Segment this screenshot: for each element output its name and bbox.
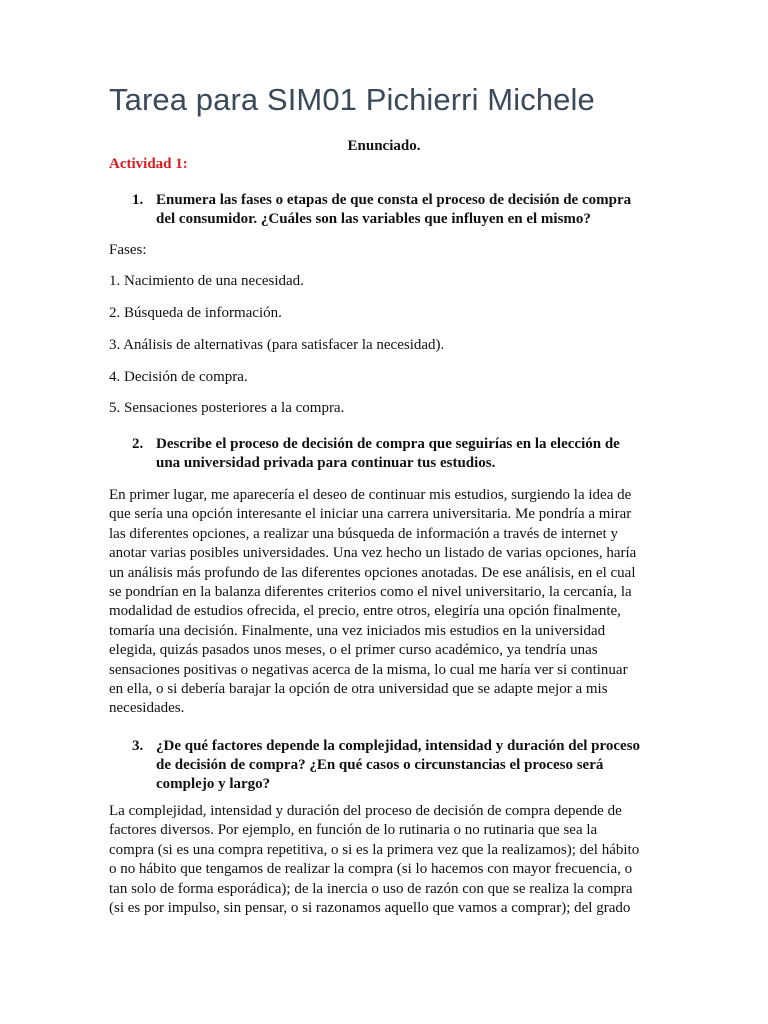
paragraph-line: se pondrían en la balanza diferentes criterios como el nivel universitario, la cercanía, la (109, 584, 632, 601)
question-line: una universidad privada para continuar tus estudios. (156, 455, 496, 471)
paragraph-line: En primer lugar, me aparecería el deseo de continuar mis estudios, surgiendo la idea de (109, 487, 632, 503)
paragraph-line: La complejidad, intensidad y duración del proceso de decisión de compra depende de (109, 803, 622, 819)
paragraph-line: las diferentes opciones, a realizar una búsqueda de información a través de internet y (109, 525, 618, 542)
question-number: 3. (132, 738, 144, 754)
paragraph-line: anotar varias posibles universidades. Una vez hecho un listado de varias opciones, haría (109, 545, 637, 562)
phase-item: 1. Nacimiento de una necesidad. (109, 273, 304, 289)
phase-item: 3. Análisis de alternativas (para satisfacer la necesidad). (109, 337, 445, 353)
paragraph-line: o no hábito que tengamos de realizar la compra (si lo hacemos con mayor frecuencia, o (109, 861, 633, 878)
paragraph-line: tan solo de forma esporádica); de la inercia o uso de razón con que se realiza la compra (109, 880, 633, 897)
question-line: ¿De qué factores depende la complejidad, intensidad y duración del proceso (156, 738, 641, 754)
paragraph-line: tomaría una decisión. Finalmente, una vez iniciados mis estudios en la universidad (109, 622, 606, 639)
question-2 (109, 435, 669, 473)
question-line: del consumidor. ¿Cuáles son las variables que influyen en el mismo? (156, 211, 591, 227)
answer-3-paragraph (109, 802, 654, 918)
phases-heading: Fases: (109, 242, 147, 258)
phase-item: 4. Decisión de compra. (109, 369, 248, 385)
paragraph-line: un análisis más profundo de las diferentes opciones anotadas. De ese análisis, en el cual (109, 564, 636, 581)
question-line: Enumera las fases o etapas de que consta el proceso de decisión de compra (156, 192, 632, 208)
phase-item: 5. Sensaciones posteriores a la compra. (109, 400, 345, 416)
paragraph-line: modalidad de estudios ofrecida, el precio, entre otros, elegiría una opción finalmente, (109, 603, 621, 620)
question-number: 2. (132, 436, 144, 452)
paragraph-line: que sería una opción interesante el iniciar una carrera universitaria. Me pondría a mirar (109, 506, 632, 523)
question-3 (109, 737, 669, 794)
paragraph-line: elegida, quizás pasados unos meses, o el primer curso académico, ya tendría unas (109, 642, 598, 659)
answer-2-paragraph (109, 486, 654, 719)
question-line: Describe el proceso de decisión de compra que seguirías en la elección de (156, 436, 620, 452)
activity-label: Actividad 1: (109, 156, 188, 172)
document-subtitle: Enunciado. (347, 138, 421, 154)
question-1 (109, 191, 669, 229)
question-line: complejo y largo? (156, 776, 271, 792)
question-number: 1. (132, 192, 144, 208)
phase-item: 2. Búsqueda de información. (109, 305, 282, 321)
paragraph-line: en ella, o si debería barajar la opción de otra universidad que se adapte mejor a mis (109, 681, 608, 698)
paragraph-line: sensaciones positivas o negativas acerca de la misma, lo cual me haría ver si continuar (109, 661, 628, 678)
paragraph-line: (si es por impulso, sin pensar, o si razonamos aquello que vamos a comprar); del grado (109, 900, 631, 917)
document-title: Tarea para SIM01 Pichierri Michele (109, 82, 595, 117)
paragraph-line: compra (si es una compra repetitiva, o si es la primera vez que la realizamos); del hábito (109, 841, 640, 858)
question-line: de decisión de compra? ¿En qué casos o circunstancias el proceso será (156, 757, 604, 773)
paragraph-line: necesidades. (109, 700, 185, 717)
paragraph-line: factores diversos. Por ejemplo, en función de lo rutinaria o no rutinaria que sea la (109, 822, 598, 839)
